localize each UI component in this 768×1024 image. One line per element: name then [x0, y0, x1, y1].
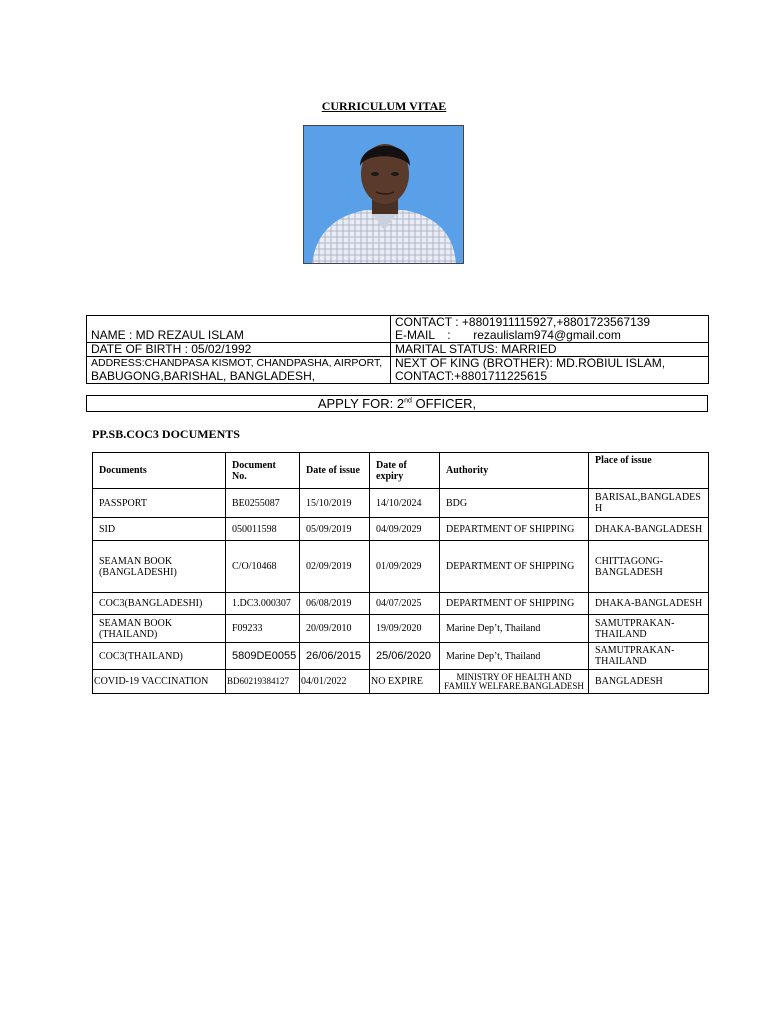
cell-date-expiry: 14/10/2024	[370, 489, 440, 518]
cell-date-issue: 26/06/2015	[300, 643, 370, 670]
cell-authority: Marine Dep’t, Thailand	[440, 615, 589, 643]
header-date-issue: Date of issue	[300, 453, 370, 489]
cell-place: CHITTAGONG-BANGLADESH	[589, 541, 709, 593]
table-row	[93, 593, 709, 615]
next-of-kin-cell	[391, 357, 709, 384]
cell-document-no: BD60219384127	[226, 670, 300, 694]
address-line-1: ADDRESS:CHANDPASA KISMOT, CHANDPASHA, AIRPORT,	[91, 357, 383, 369]
header-place: Place of issue	[589, 453, 709, 489]
name-cell	[87, 316, 391, 343]
cell-date-issue: 02/09/2019	[300, 541, 370, 593]
cell-place: SAMUTPRAKAN- THAILAND	[589, 615, 709, 643]
info-row-name	[87, 316, 709, 343]
cell-authority: MINISTRY OF HEALTH AND FAMILY WELFARE.BANGLADESH	[440, 670, 589, 694]
cell-document-no: C/O/10468	[226, 541, 300, 593]
address-cell	[87, 357, 391, 384]
next-of-kin-text: NEXT OF KING (BROTHER): MD.ROBIUL ISLAM,	[395, 356, 666, 370]
cell-authority: BDG	[440, 489, 589, 518]
dob-text: DATE OF BIRTH : 05/02/1992	[91, 342, 252, 356]
personal-info-table	[86, 315, 709, 384]
table-row	[93, 615, 709, 643]
cell-place: SAMUTPRAKAN- THAILAND	[589, 643, 709, 670]
cell-place: DHAKA-BANGLADESH	[589, 518, 709, 541]
documents-table	[92, 452, 709, 694]
cell-place: BANGLADESH	[589, 670, 709, 694]
cell-date-expiry: 19/09/2020	[370, 615, 440, 643]
email-line	[395, 329, 704, 342]
table-row	[93, 541, 709, 593]
documents-heading: PP.SB.COC3 DOCUMENTS	[92, 427, 240, 441]
email-label: E-MAIL	[395, 328, 435, 342]
cell-authority: DEPARTMENT OF SHIPPING	[440, 518, 589, 541]
cell-date-expiry: 04/09/2029	[370, 518, 440, 541]
contact-email-cell	[391, 316, 709, 343]
cell-date-issue: 06/08/2019	[300, 593, 370, 615]
table-row	[93, 518, 709, 541]
cell-date-issue: 20/09/2010	[300, 615, 370, 643]
cell-authority: DEPARTMENT OF SHIPPING	[440, 593, 589, 615]
address-line-2: BABUGONG,BARISHAL, BANGLADESH,	[91, 369, 316, 383]
dob-cell	[87, 343, 391, 357]
name-text: NAME : MD REZAUL ISLAM	[91, 328, 244, 342]
table-row	[93, 489, 709, 518]
email-value: rezaulislam974@gmail.com	[473, 328, 621, 342]
documents-header-row	[93, 453, 709, 489]
apply-position: OFFICER,	[415, 396, 477, 411]
info-row-address	[87, 357, 709, 384]
cell-authority: DEPARTMENT OF SHIPPING	[440, 541, 589, 593]
next-of-kin-contact: CONTACT:+8801711225615	[395, 369, 547, 383]
cell-document: PASSPORT	[93, 489, 226, 518]
cell-date-issue: 15/10/2019	[300, 489, 370, 518]
info-row-dob	[87, 343, 709, 357]
cell-date-expiry: 25/06/2020	[370, 643, 440, 670]
cell-date-expiry: NO EXPIRE	[370, 670, 440, 694]
header-document-no: Document No.	[226, 453, 300, 489]
cell-date-issue: 04/01/2022	[300, 670, 370, 694]
apply-suffix: nd	[404, 397, 412, 405]
cell-place: BARISAL,BANGLADESH	[589, 489, 709, 518]
cell-document-no: BE0255087	[226, 489, 300, 518]
portrait-image	[304, 126, 464, 264]
header-documents: Documents	[93, 453, 226, 489]
cell-document: SEAMAN BOOK (BANGLADESHI)	[93, 541, 226, 593]
header-authority: Authority	[440, 453, 589, 489]
email-separator: :	[447, 328, 451, 342]
apply-for-box	[86, 395, 708, 412]
contact-text: CONTACT : +8801911115927,+8801723567139	[395, 315, 651, 329]
cell-document-no: 1.DC3.000307	[226, 593, 300, 615]
document-title: CURRICULUM VITAE	[321, 99, 447, 113]
header-date-expiry: Date of expiry	[370, 453, 440, 489]
table-row	[93, 670, 709, 694]
profile-photo	[303, 125, 464, 264]
cell-document-no: 050011598	[226, 518, 300, 541]
cell-document-no: 5809DE0055	[226, 643, 300, 670]
cell-document: SID	[93, 518, 226, 541]
cell-date-expiry: 04/07/2025	[370, 593, 440, 615]
table-row	[93, 643, 709, 670]
marital-text: MARITAL STATUS: MARRIED	[395, 342, 557, 356]
cell-document: COVID-19 VACCINATION	[93, 670, 226, 694]
cell-date-issue: 05/09/2019	[300, 518, 370, 541]
cell-place: DHAKA-BANGLADESH	[589, 593, 709, 615]
apply-number: 2	[396, 396, 405, 411]
cell-authority: Marine Dep’t, Thailand	[440, 643, 589, 670]
cell-document: COC3(THAILAND)	[93, 643, 226, 670]
cell-document: COC3(BANGLADESHI)	[93, 593, 226, 615]
marital-cell	[391, 343, 709, 357]
cell-document-no: F09233	[226, 615, 300, 643]
apply-label: APPLY FOR:	[317, 396, 394, 411]
cell-document: SEAMAN BOOK (THAILAND)	[93, 615, 226, 643]
cell-date-expiry: 01/09/2029	[370, 541, 440, 593]
